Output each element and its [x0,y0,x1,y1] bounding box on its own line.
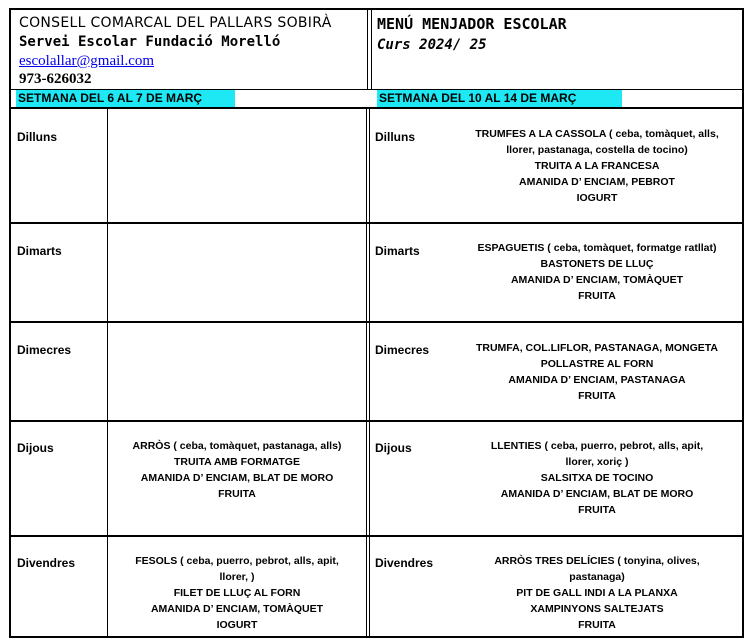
menu-line: FILET DE LLUÇ AL FORN [173,587,301,599]
menu-line: AMANIDA D’ ENCIAM, TOMÀQUET [150,603,324,615]
grid-line [366,109,367,636]
grid-line [11,321,742,323]
menu-line: llorer, ) [219,571,255,583]
day-label-left: Dimarts [17,244,62,258]
header-divider [367,10,368,90]
menu-line: TRUMFA, COL.LIFLOR, PASTANAGA, MONGETA [475,342,719,354]
menu-line: IOGURT [576,192,618,204]
menu-line: ARRÒS TRES DELÍCIES ( tonyina, olives, [494,555,700,567]
day-label-left: Divendres [17,556,76,570]
service-name: Servei Escolar Fundació Morelló [19,34,281,50]
grid-line [11,222,742,224]
menu-cell-left [111,438,363,502]
week-label-left: SETMANA DEL 6 AL 7 DE MARÇ [16,90,235,107]
day-label-left: Dijous [17,441,54,455]
menu-cell-right [457,240,737,304]
menu-line: AMANIDA D’ ENCIAM, BLAT DE MORO [140,472,334,484]
grid-line [11,107,742,109]
menu-line: SALSITXA DE TOCINO [540,472,654,484]
menu-line: AMANIDA D’ ENCIAM, PASTANAGA [508,374,686,386]
day-label-right: Divendres [375,556,434,570]
menu-line: ESPAGUETIS ( ceba, tomàquet, formatge ratllat) [477,242,717,254]
menu-line: XAMPINYONS SALTEJATS [530,603,664,615]
day-label-right: Dijous [375,441,412,455]
grid-line [369,109,370,636]
day-label-right: Dimecres [375,343,430,357]
menu-line: POLLASTRE AL FORN [540,358,654,370]
menu-line: FRUITA [218,488,256,500]
menu-line: FRUITA [578,504,616,516]
phone-number: 973-626032 [19,71,92,87]
menu-line: AMANIDA D’ ENCIAM, TOMÀQUET [510,274,684,286]
menu-line: TRUITA AMB FORMATGE [174,456,300,468]
day-label-right: Dilluns [375,130,416,144]
menu-line: IOGURT [216,619,258,631]
email-link[interactable]: escolallar@gmail.com [19,53,155,69]
day-label-right: Dimarts [375,244,420,258]
week-label-right: SETMANA DEL 10 AL 14 DE MARÇ [377,90,622,107]
menu-line: FRUITA [578,390,616,402]
menu-cell-right [457,553,737,633]
grid-line [11,535,742,537]
menu-cell-left [111,553,363,633]
menu-line: llorer, pastanaga, costella de tocino) [506,144,688,156]
menu-cell-right [457,340,737,404]
header-right [377,14,737,56]
menu-line: AMANIDA D’ ENCIAM, PEBROT [519,176,675,188]
menu-line: FESOLS ( ceba, puerro, pebrot, alls, apit, [135,555,339,567]
menu-line: TRUITA A LA FRANCESA [534,160,660,172]
grid-line [107,109,108,636]
menu-line: PIT DE GALL INDI A LA PLANXA [516,587,678,599]
header-left [19,14,367,88]
grid-line [11,420,742,422]
menu-line: AMANIDA D’ ENCIAM, BLAT DE MORO [500,488,694,500]
menu-line: FRUITA [578,619,616,631]
menu-cell-right [457,438,737,518]
header-divider [371,10,372,90]
menu-line: TRUMFES A LA CASSOLA ( ceba, tomàquet, alls, [475,128,719,140]
menu-title: MENÚ MENJADOR ESCOLAR [377,15,567,33]
menu-line: BASTONETS DE LLUÇ [540,258,654,270]
day-label-left: Dimecres [17,343,72,357]
day-label-left: Dilluns [17,130,58,144]
menu-line: ARRÒS ( ceba, tomàquet, pastanaga, alls) [132,440,342,452]
menu-line: pastanaga) [569,571,625,583]
menu-line: llorer, xoriç ) [565,456,629,468]
council-name: CONSELL COMARCAL DEL PALLARS SOBIRÀ [19,15,332,31]
menu-document [9,8,744,638]
menu-line: FRUITA [578,290,616,302]
menu-line: LLENTIES ( ceba, puerro, pebrot, alls, apit, [490,440,704,452]
course-year: Curs 2024/ 25 [377,37,487,53]
menu-cell-right [457,126,737,206]
